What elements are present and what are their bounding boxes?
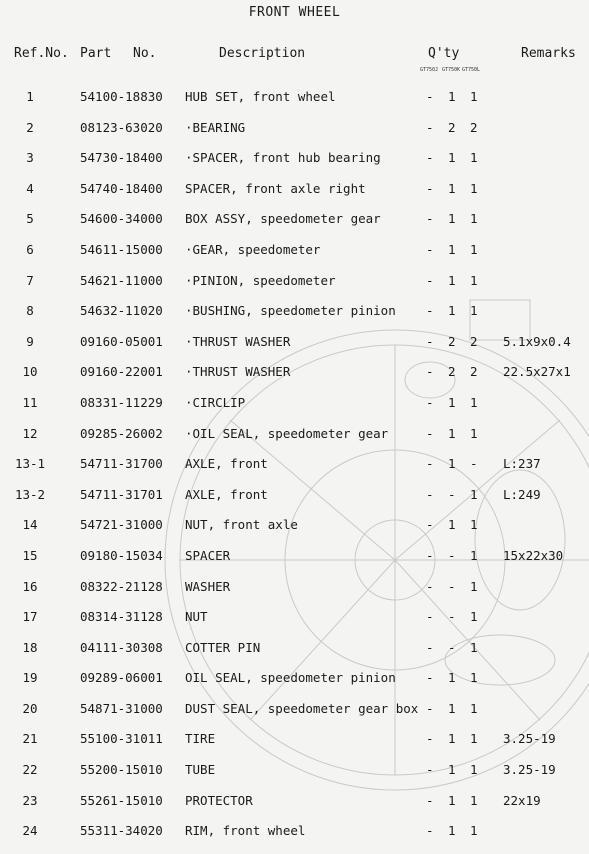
table-row <box>0 426 589 457</box>
part-no-cell: 55200-15010 <box>80 762 163 778</box>
description-cell: NUT, front axle <box>185 517 298 533</box>
table-row <box>0 701 589 732</box>
qty-gt750l-cell: 1 <box>470 89 478 104</box>
description-cell: ·SPACER, front hub bearing <box>185 150 381 166</box>
table-row <box>0 487 589 518</box>
ref-no-cell: 4 <box>26 180 34 196</box>
qty-gt750j-cell: - <box>426 670 434 686</box>
ref-no-cell: 13-2 <box>14 486 46 502</box>
qty-gt750k-cell: 1 <box>448 823 456 839</box>
description-cell: TUBE <box>185 762 216 778</box>
qty-gt750k-cell: 1 <box>448 150 456 166</box>
table-row <box>0 670 589 701</box>
model-label: GT750L <box>462 67 481 73</box>
description-cell: BOX ASSY, speedometer gear <box>185 211 381 227</box>
ref-no-cell: 19 <box>22 670 38 686</box>
remarks-cell: L:237 <box>503 456 541 472</box>
table-row <box>0 303 589 334</box>
ref-no-cell: 5 <box>26 211 34 227</box>
table-row <box>0 609 589 640</box>
qty-gt750l-cell: 1 <box>470 792 478 808</box>
qty-gt750k-cell: 1 <box>448 670 456 686</box>
qty-gt750l-cell: 1 <box>470 731 478 747</box>
qty-gt750j-cell: - <box>426 180 434 196</box>
part-no-cell: 54600-34000 <box>80 211 163 227</box>
description-cell: NUT <box>185 609 208 625</box>
qty-gt750l-cell: 2 <box>470 333 478 349</box>
table-row <box>0 731 589 762</box>
qty-gt750k-cell: 1 <box>448 456 456 472</box>
description-cell: TIRE <box>185 731 216 747</box>
description-cell: ·THRUST WASHER <box>185 364 291 380</box>
ref-no-cell: 7 <box>26 272 34 288</box>
qty-gt750j-cell: - <box>426 333 434 349</box>
qty-gt750l-cell: 1 <box>470 303 478 319</box>
qty-gt750j-cell: - <box>426 578 434 594</box>
qty-gt750l-cell: 1 <box>470 486 478 502</box>
qty-gt750k-cell: - <box>448 609 456 625</box>
qty-gt750l-cell: 1 <box>470 211 478 227</box>
model-label: GT750K <box>442 67 461 73</box>
ref-no-cell: 8 <box>26 303 34 319</box>
table-row <box>0 395 589 426</box>
ref-no-cell: 20 <box>22 700 38 716</box>
model-label: GT750J <box>420 67 439 73</box>
table-row <box>0 150 589 181</box>
qty-gt750k-cell: 1 <box>448 700 456 716</box>
part-no-cell: 09289-06001 <box>80 670 163 686</box>
qty-gt750j-cell: - <box>426 303 434 319</box>
description-cell: ·THRUST WASHER <box>185 333 291 349</box>
table-row <box>0 456 589 487</box>
ref-no-cell: 17 <box>22 609 38 625</box>
qty-gt750l-cell: 1 <box>470 425 478 441</box>
qty-gt750k-cell: 1 <box>448 792 456 808</box>
description-cell: PROTECTOR <box>185 792 253 808</box>
remarks-cell: 3.25-19 <box>503 762 556 778</box>
part-no-cell: 55261-15010 <box>80 792 163 808</box>
ref-no-cell: 16 <box>22 578 38 594</box>
part-no-cell: 08322-21128 <box>80 578 163 594</box>
qty-gt750k-cell: 1 <box>448 303 456 319</box>
remarks-cell: 22x19 <box>503 792 541 808</box>
qty-gt750k-cell: 1 <box>448 731 456 747</box>
qty-gt750j-cell: - <box>426 547 434 563</box>
qty-gt750j-cell: - <box>426 792 434 808</box>
qty-gt750j-cell: - <box>426 456 434 472</box>
table-row <box>0 823 589 854</box>
qty-gt750k-cell: - <box>448 639 456 655</box>
table-row <box>0 242 589 273</box>
part-no-cell: 54711-31700 <box>80 456 163 472</box>
qty-gt750l-cell: 1 <box>470 639 478 655</box>
qty-gt750k-cell: - <box>448 578 456 594</box>
table-row <box>0 579 589 610</box>
description-cell: DUST SEAL, speedometer gear box <box>185 700 419 716</box>
ref-no-cell: 15 <box>22 547 38 563</box>
qty-gt750k-cell: 2 <box>448 333 456 349</box>
ref-no-cell: 13-1 <box>14 456 46 472</box>
header-description: Description <box>219 46 306 61</box>
qty-gt750j-cell: - <box>426 700 434 716</box>
qty-gt750l-cell: 1 <box>470 762 478 778</box>
qty-gt750k-cell: - <box>448 486 456 502</box>
header-remarks: Remarks <box>521 46 576 61</box>
qty-gt750k-cell: 1 <box>448 762 456 778</box>
ref-no-cell: 23 <box>22 792 38 808</box>
qty-gt750j-cell: - <box>426 241 434 257</box>
part-no-cell: 54621-11000 <box>80 272 163 288</box>
qty-gt750j-cell: - <box>426 517 434 533</box>
qty-gt750l-cell: 1 <box>470 609 478 625</box>
ref-no-cell: 14 <box>22 517 38 533</box>
description-cell: WASHER <box>185 578 231 594</box>
qty-gt750l-cell: 1 <box>470 700 478 716</box>
qty-gt750j-cell: - <box>426 609 434 625</box>
table-row <box>0 762 589 793</box>
description-cell: ·PINION, speedometer <box>185 272 336 288</box>
part-no-cell: 54730-18400 <box>80 150 163 166</box>
qty-gt750k-cell: 1 <box>448 241 456 257</box>
qty-gt750l-cell: 2 <box>470 364 478 380</box>
description-cell: ·BUSHING, speedometer pinion <box>185 303 396 319</box>
qty-gt750j-cell: - <box>426 823 434 839</box>
part-no-cell: 55311-34020 <box>80 823 163 839</box>
ref-no-cell: 9 <box>26 333 34 349</box>
part-no-cell: 54711-31701 <box>80 486 163 502</box>
header-ref-no: Ref.No. <box>14 46 69 61</box>
qty-gt750j-cell: - <box>426 639 434 655</box>
qty-gt750j-cell: - <box>426 150 434 166</box>
qty-gt750j-cell: - <box>426 394 434 410</box>
ref-no-cell: 21 <box>22 731 38 747</box>
part-no-cell: 08123-63020 <box>80 119 163 135</box>
qty-gt750k-cell: 1 <box>448 425 456 441</box>
description-cell: OIL SEAL, speedometer pinion <box>185 670 396 686</box>
table-row <box>0 89 589 120</box>
qty-gt750j-cell: - <box>426 762 434 778</box>
table-row <box>0 211 589 242</box>
description-cell: ·OIL SEAL, speedometer gear <box>185 425 389 441</box>
qty-gt750k-cell: 2 <box>448 119 456 135</box>
qty-gt750l-cell: 1 <box>470 517 478 533</box>
description-cell: SPACER, front axle right <box>185 180 366 196</box>
qty-gt750l-cell: 1 <box>470 823 478 839</box>
qty-gt750k-cell: 1 <box>448 272 456 288</box>
part-no-cell: 09180-15034 <box>80 547 163 563</box>
qty-gt750j-cell: - <box>426 731 434 747</box>
part-no-cell: 09160-05001 <box>80 333 163 349</box>
ref-no-cell: 22 <box>22 762 38 778</box>
description-cell: ·GEAR, speedometer <box>185 241 321 257</box>
qty-gt750k-cell: 1 <box>448 517 456 533</box>
remarks-cell: L:249 <box>503 486 541 502</box>
qty-gt750k-cell: 1 <box>448 180 456 196</box>
ref-no-cell: 10 <box>22 364 38 380</box>
ref-no-cell: 18 <box>22 639 38 655</box>
part-no-cell: 54871-31000 <box>80 700 163 716</box>
qty-gt750l-cell: 1 <box>470 394 478 410</box>
remarks-cell: 22.5x27x1 <box>503 364 571 380</box>
description-cell: ·CIRCLIP <box>185 394 246 410</box>
ref-no-cell: 2 <box>26 119 34 135</box>
table-row <box>0 334 589 365</box>
description-cell: ·BEARING <box>185 119 246 135</box>
qty-gt750j-cell: - <box>426 364 434 380</box>
part-no-cell: 55100-31011 <box>80 731 163 747</box>
parts-table-body <box>0 89 589 854</box>
qty-gt750l-cell: 1 <box>470 272 478 288</box>
part-no-cell: 09285-26002 <box>80 425 163 441</box>
qty-gt750k-cell: - <box>448 547 456 563</box>
description-cell: AXLE, front <box>185 456 268 472</box>
description-cell: SPACER <box>185 547 231 563</box>
table-row <box>0 181 589 212</box>
qty-gt750l-cell: 1 <box>470 150 478 166</box>
qty-gt750l-cell: 1 <box>470 547 478 563</box>
description-cell: HUB SET, front wheel <box>185 89 336 104</box>
qty-gt750j-cell: - <box>426 425 434 441</box>
remarks-cell: 3.25-19 <box>503 731 556 747</box>
description-cell: AXLE, front <box>185 486 268 502</box>
table-row <box>0 273 589 304</box>
part-no-cell: 08314-31128 <box>80 609 163 625</box>
description-cell: RIM, front wheel <box>185 823 306 839</box>
part-no-cell: 09160-22001 <box>80 364 163 380</box>
part-no-cell: 54100-18830 <box>80 89 163 104</box>
qty-gt750l-cell: 1 <box>470 670 478 686</box>
part-no-cell: 54740-18400 <box>80 180 163 196</box>
page-title: FRONT WHEEL <box>248 5 341 20</box>
qty-gt750j-cell: - <box>426 272 434 288</box>
qty-gt750l-cell: 1 <box>470 241 478 257</box>
part-no-cell: 04111-30308 <box>80 639 163 655</box>
header-part: Part <box>80 46 112 61</box>
remarks-cell: 5.1x9x0.4 <box>503 333 571 349</box>
qty-gt750k-cell: 1 <box>448 211 456 227</box>
qty-gt750j-cell: - <box>426 486 434 502</box>
qty-gt750l-cell: 1 <box>470 578 478 594</box>
part-no-cell: 54611-15000 <box>80 241 163 257</box>
table-row <box>0 517 589 548</box>
table-row <box>0 548 589 579</box>
ref-no-cell: 11 <box>22 394 38 410</box>
ref-no-cell: 24 <box>22 823 38 839</box>
table-row <box>0 793 589 824</box>
part-no-cell: 54632-11020 <box>80 303 163 319</box>
table-row <box>0 640 589 671</box>
qty-gt750k-cell: 1 <box>448 394 456 410</box>
ref-no-cell: 1 <box>26 89 34 104</box>
part-no-cell: 54721-31000 <box>80 517 163 533</box>
part-no-cell: 08331-11229 <box>80 394 163 410</box>
ref-no-cell: 6 <box>26 241 34 257</box>
qty-gt750k-cell: 2 <box>448 364 456 380</box>
qty-gt750j-cell: - <box>426 119 434 135</box>
qty-gt750l-cell: - <box>470 456 478 472</box>
remarks-cell: 15x22x30 <box>503 547 564 563</box>
qty-gt750j-cell: - <box>426 211 434 227</box>
qty-gt750j-cell: - <box>426 89 434 104</box>
ref-no-cell: 3 <box>26 150 34 166</box>
header-no: No. <box>133 46 157 61</box>
qty-gt750k-cell: 1 <box>448 89 456 104</box>
header-qty: Q'ty <box>428 46 460 61</box>
table-row <box>0 364 589 395</box>
description-cell: COTTER PIN <box>185 639 261 655</box>
ref-no-cell: 12 <box>22 425 38 441</box>
qty-gt750l-cell: 1 <box>470 180 478 196</box>
table-row <box>0 120 589 151</box>
qty-gt750l-cell: 2 <box>470 119 478 135</box>
